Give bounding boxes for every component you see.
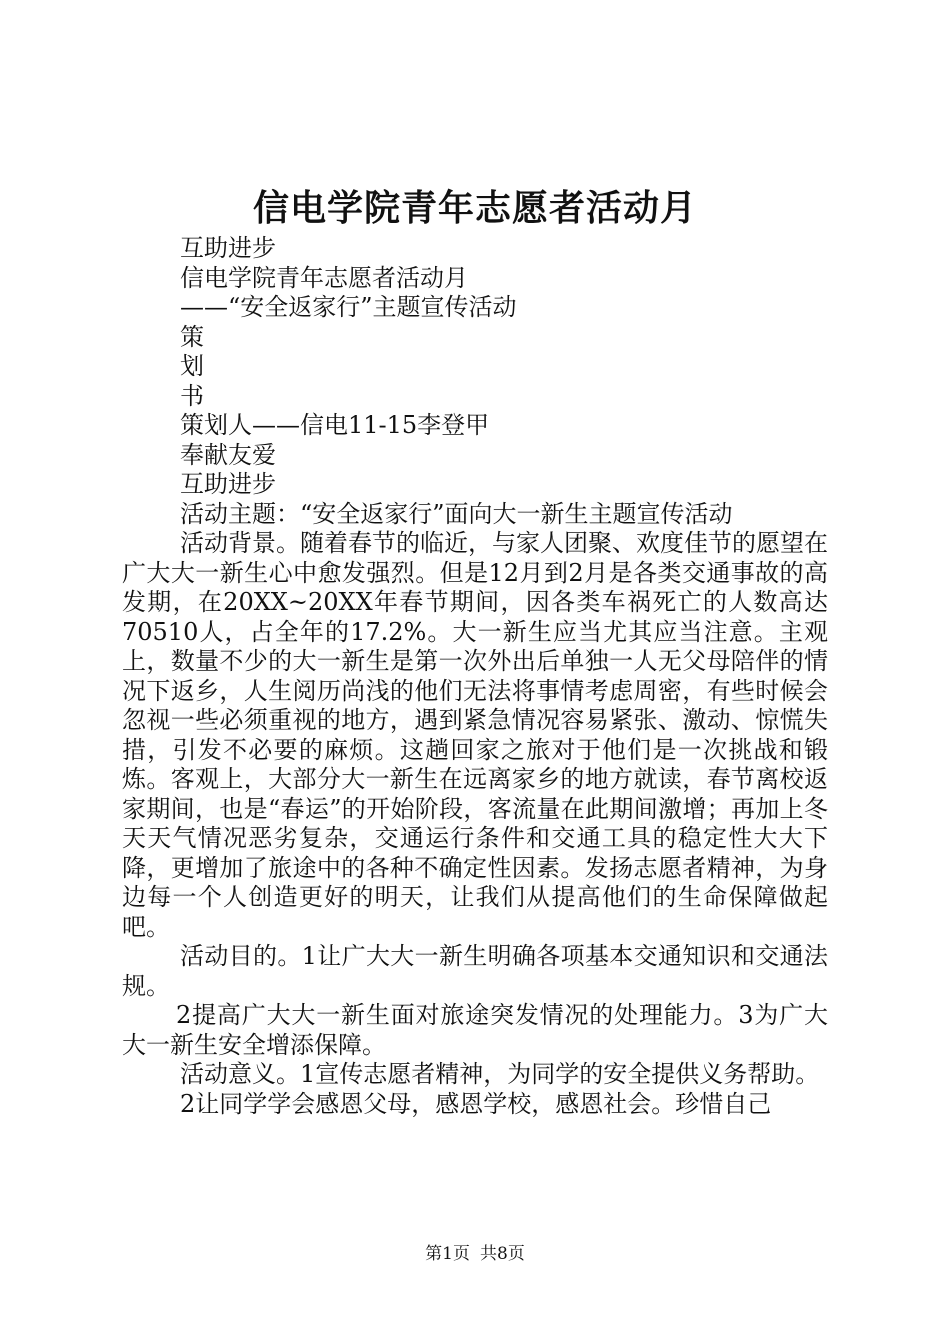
page-number: 第1页 — [425, 1244, 470, 1264]
text-line: 策 — [180, 322, 204, 351]
document-title: 信电学院青年志愿者活动月 — [252, 187, 697, 229]
paragraph-purpose-continued: 2提高广大大一新生面对旅途突发情况的处理能力。3为广大大一新生安全增添保障。 — [122, 1001, 828, 1059]
paragraph-significance: 活动意义。1宣传志愿者精神，为同学的安全提供义务帮助。 — [180, 1060, 820, 1088]
text-line: 奉献友爱 — [180, 440, 276, 469]
text-line: 书 — [180, 381, 204, 410]
text-line: ——“安全返家行”主题宣传活动 — [180, 293, 517, 321]
text-line: 策划人——信电11-15李登甲 — [180, 411, 490, 439]
text-line: 划 — [180, 352, 204, 380]
text-line: 信电学院青年志愿者活动月 — [180, 263, 468, 292]
text-line: 互助进步 — [180, 234, 276, 262]
paragraph-purpose: 活动目的。1让广大大一新生明确各项基本交通知识和交通法规。 — [122, 942, 828, 1000]
text-line: 活动主题：“安全返家行”面向大一新生主题宣传活动 — [180, 499, 733, 528]
paragraph-significance-continued: 2让同学学会感恩父母，感恩学校，感恩社会。珍惜自己 — [180, 1089, 772, 1118]
text-line: 互助进步 — [180, 470, 276, 498]
document-body — [122, 234, 828, 1119]
page-total: 共8页 — [480, 1244, 525, 1264]
page-footer — [0, 1242, 950, 1266]
paragraph-background: 活动背景。随着春节的临近，与家人团聚、欢度佳节的愿望在广大大一新生心中愈发强烈。但是12月到2月是各类交通事故的高发期，在20XX~20XX年春节期间，因各类车祸死亡的人数高达70510人，占全年的17.2%。大一新生应当尤其应当注意。主观上，数量不少的大一新生是第一次外出后单独一人无父母陪伴的情况下返乡，人生阅历尚浅的他们无法将事情考虑周密，有些时候会忽视一些必须重视的地方，遇到紧急情况容易紧张、激动、惊慌失措，引发不必要的麻烦。这趟回家之旅对于他们是一次挑战和锻炼。客观上，大部分大一新生在远离家乡的地方就读，春节离校返家期间，也是“春运”的开始阶段，客流量在此期间激增；再加上冬天天气情况恶劣复杂，交通运行条件和交通工具的稳定性大大下降，更增加了旅途中的各种不确定性因素。发扬志愿者精神，为身边每一个人创造更好的明天，让我们从提高他们的生命保障做起吧。 — [122, 529, 828, 941]
